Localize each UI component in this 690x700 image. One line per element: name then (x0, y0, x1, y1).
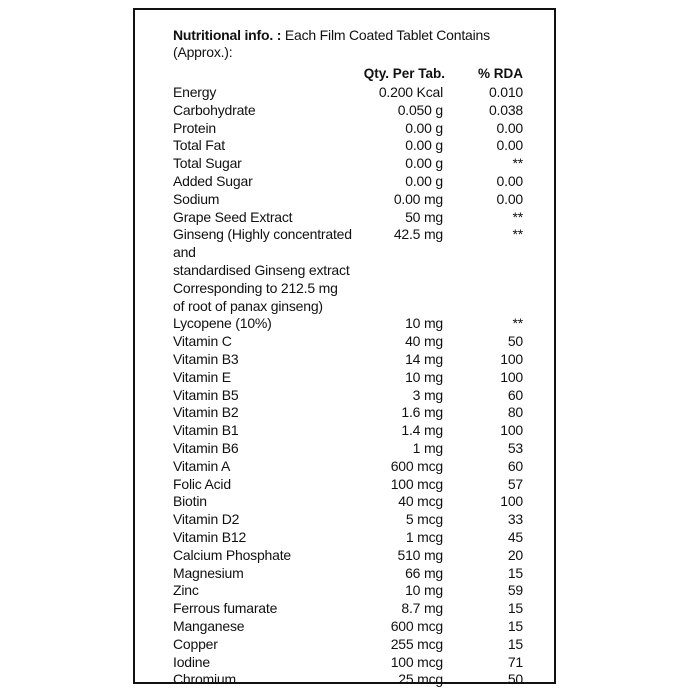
nutrient-qty: 1 mg (412, 439, 443, 456)
nutrient-rda: 15 (507, 617, 523, 634)
nutrient-qty: 5 mcg (405, 511, 443, 528)
nutrient-name: Vitamin A (173, 457, 231, 474)
nutrient-name: Vitamin C (173, 333, 232, 350)
nutrient-rda: 100 (500, 422, 523, 439)
nutrient-name: Chromium (173, 671, 236, 688)
nutrient-rda: ** (512, 155, 523, 172)
nutrient-rda: 50 (507, 333, 523, 350)
nutrient-name: Total Fat (173, 137, 225, 154)
nutrient-name: Energy (173, 84, 217, 100)
nutrient-row (173, 529, 525, 547)
nutrient-rda: 15 (507, 600, 523, 617)
nutrient-qty: 1.6 mg (401, 404, 443, 421)
nutrient-row (173, 422, 525, 440)
nutrient-qty: 0.050 g (397, 101, 443, 118)
nutrient-rda: 57 (507, 475, 523, 492)
nutrient-qty: 0.00 g (405, 137, 443, 154)
nutrient-name: Total Sugar (173, 155, 242, 172)
nutrient-row (173, 120, 525, 138)
nutrient-qty: 100 mcg (390, 475, 443, 492)
nutrient-rda: 45 (507, 528, 523, 545)
nutrient-row (173, 671, 525, 689)
nutrient-rda: 0.00 (496, 137, 523, 154)
nutrient-row (173, 493, 525, 511)
nutrient-name: Vitamin E (173, 368, 231, 385)
nutrient-name: Biotin (173, 493, 207, 510)
nutrition-header (173, 27, 525, 61)
nutrient-row (173, 547, 525, 565)
nutrient-name: Zinc (173, 582, 199, 599)
nutrient-name: Protein (173, 119, 216, 136)
nutrient-name: Vitamin B3 (173, 350, 239, 367)
nutrient-qty: 14 mg (405, 350, 443, 367)
nutrient-qty: 100 mcg (390, 653, 443, 670)
nutrient-name: Vitamin B2 (173, 404, 239, 421)
nutrient-qty: 8.7 mg (401, 600, 443, 617)
nutrient-row (173, 155, 525, 173)
nutrient-qty: 255 mcg (390, 635, 443, 652)
nutrient-name: Sodium (173, 190, 220, 207)
nutrient-row (173, 369, 525, 387)
nutrient-name: Ferrous fumarate (173, 600, 278, 617)
nutrient-rda: 80 (507, 404, 523, 421)
nutrient-qty: 10 mg (405, 315, 443, 332)
nutrient-row (173, 476, 525, 494)
nutrient-row (173, 565, 525, 583)
nutrient-qty: 600 mcg (390, 457, 443, 474)
nutrient-qty: 510 mg (397, 546, 443, 563)
nutrient-row (173, 654, 525, 672)
nutrient-rda: 60 (507, 457, 523, 474)
nutrient-rda: 100 (500, 493, 523, 510)
nutrient-row (173, 315, 525, 333)
nutrient-row (173, 387, 525, 405)
nutrition-content (173, 27, 525, 689)
nutrient-row (173, 458, 525, 476)
nutrient-row (173, 226, 525, 315)
nutrient-rda: ** (512, 226, 523, 243)
nutrient-row (173, 636, 525, 654)
column-header-rda: % RDA (477, 66, 523, 81)
nutrient-rda: 0.00 (496, 190, 523, 207)
nutrient-row (173, 209, 525, 227)
nutrient-name: Vitamin B1 (173, 422, 239, 439)
nutrient-qty: 50 mg (405, 208, 443, 225)
nutrient-qty: 66 mg (405, 564, 443, 581)
header-subtitle: Each Film Coated Tablet Contains (Approx.): (173, 27, 490, 60)
nutrient-row (173, 440, 525, 458)
nutrient-row (173, 137, 525, 155)
nutrient-rda: 15 (507, 564, 523, 581)
header-title: Nutritional info. : (173, 27, 282, 43)
nutrient-row (173, 102, 525, 120)
nutrient-rda: ** (512, 315, 523, 332)
nutrient-rda: 20 (507, 546, 523, 563)
nutrient-rda: 15 (507, 635, 523, 652)
nutrition-panel (133, 8, 556, 688)
nutrient-name: Carbohydrate (173, 101, 256, 118)
nutrient-row (173, 511, 525, 529)
nutrient-name: Manganese (173, 617, 245, 634)
nutrient-name: Vitamin B5 (173, 386, 239, 403)
nutrient-name: Magnesium (173, 564, 244, 581)
nutrient-rda: 0.00 (496, 119, 523, 136)
nutrient-name: Copper (173, 635, 218, 652)
nutrient-qty: 10 mg (405, 368, 443, 385)
nutrient-row (173, 173, 525, 191)
nutrient-qty: 600 mcg (390, 617, 443, 634)
nutrient-row (173, 600, 525, 618)
nutrient-row (173, 191, 525, 209)
nutrient-name: Calcium Phosphate (173, 546, 291, 563)
nutrient-rda: 0.010 (488, 84, 523, 100)
nutrient-rda: 60 (507, 386, 523, 403)
nutrient-table (173, 84, 525, 689)
nutrient-row (173, 404, 525, 422)
nutrient-name: Vitamin D2 (173, 511, 240, 528)
nutrient-name: Folic Acid (173, 475, 231, 492)
column-header-qty: Qty. Per Tab. (363, 66, 445, 81)
nutrient-qty: 0.00 g (405, 119, 443, 136)
nutrient-qty: 0.200 Kcal (378, 84, 443, 100)
nutrient-rda: 50 (507, 671, 523, 688)
nutrient-qty: 42.5 mg (393, 226, 443, 243)
nutrient-row (173, 333, 525, 351)
column-headers (173, 66, 525, 84)
nutrient-row (173, 351, 525, 369)
nutrient-qty: 40 mcg (398, 493, 443, 510)
nutrient-rda: 0.00 (496, 172, 523, 189)
nutrient-qty: 10 mg (405, 582, 443, 599)
nutrient-rda: ** (512, 208, 523, 225)
nutrient-qty: 0.00 mg (393, 190, 443, 207)
nutrient-row (173, 618, 525, 636)
nutrient-qty: 0.00 g (405, 155, 443, 172)
nutrient-rda: 59 (507, 582, 523, 599)
nutrient-qty: 0.00 g (405, 172, 443, 189)
nutrient-row (173, 84, 525, 102)
nutrient-rda: 33 (507, 511, 523, 528)
nutrient-name: Iodine (173, 653, 210, 670)
nutrient-rda: 100 (500, 350, 523, 367)
nutrient-name: Added Sugar (173, 172, 253, 189)
nutrient-name: Grape Seed Extract (173, 208, 293, 225)
nutrient-qty: 3 mg (412, 386, 443, 403)
nutrient-qty: 1 mcg (405, 528, 443, 545)
nutrient-qty: 40 mg (405, 333, 443, 350)
nutrient-qty: 25 mcg (398, 671, 443, 688)
nutrient-rda: 71 (507, 653, 523, 670)
nutrient-name: Ginseng (Highly concentrated and standardised Ginseng extract Corresponding to 212.5 mg of root of panax ginseng) (173, 226, 352, 314)
nutrient-qty: 1.4 mg (401, 422, 443, 439)
nutrient-rda: 0.038 (488, 101, 523, 118)
nutrient-rda: 53 (507, 439, 523, 456)
nutrient-rda: 100 (500, 368, 523, 385)
nutrient-name: Vitamin B12 (173, 528, 247, 545)
nutrient-name: Vitamin B6 (173, 439, 239, 456)
nutrient-name: Lycopene (10%) (173, 315, 272, 332)
nutrient-row (173, 582, 525, 600)
